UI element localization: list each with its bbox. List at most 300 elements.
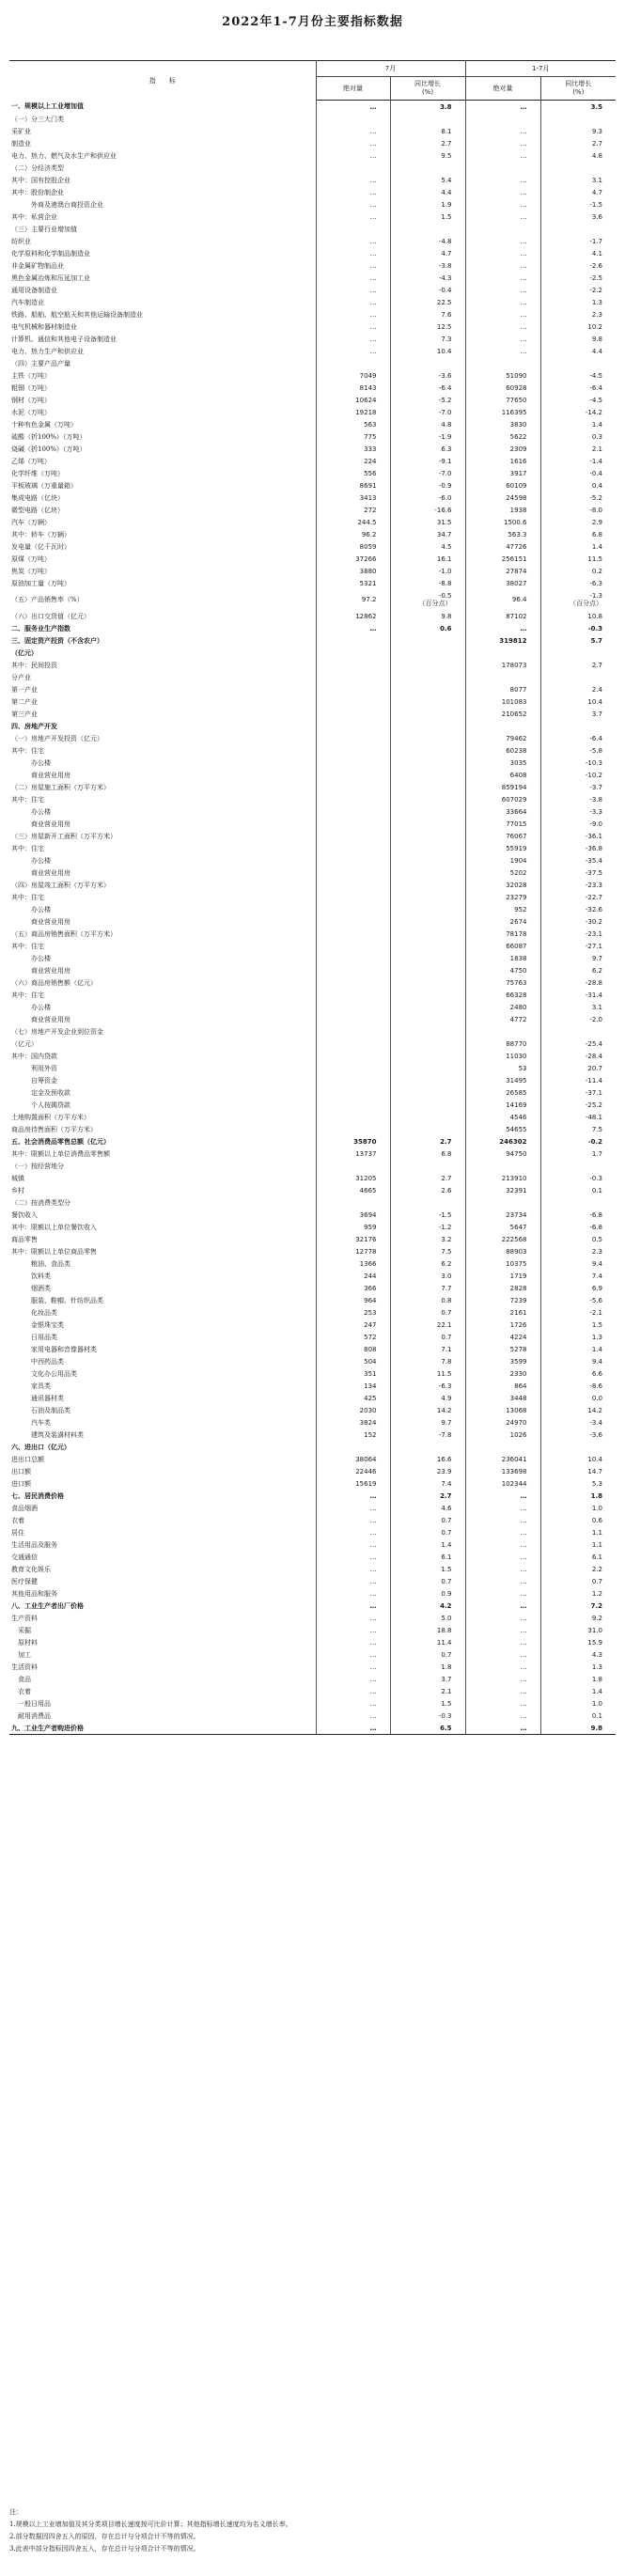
ytd-abs-value: 101083	[465, 695, 540, 708]
ytd-yoy-value: 4.4	[591, 347, 602, 355]
month-abs-value: 3694	[316, 1209, 390, 1221]
month-yoy-value: 2.7	[390, 1135, 465, 1147]
ytd-yoy-value: 6.1	[591, 1553, 602, 1561]
ytd-abs-value: 27874	[465, 565, 540, 577]
row-label: 生产资料	[9, 1612, 316, 1624]
month-abs-value: 964	[316, 1294, 390, 1306]
table-row	[9, 659, 616, 671]
month-abs-value: 247	[316, 1319, 390, 1331]
ytd-abs-value: 5202	[465, 866, 540, 879]
month-abs-value	[316, 940, 390, 952]
row-label: 家具类	[9, 1380, 316, 1392]
table-row	[9, 1184, 616, 1196]
ytd-abs-value: …	[465, 320, 540, 333]
row-label: 办公楼	[9, 1001, 316, 1013]
ytd-yoy-value: -6.4	[589, 383, 602, 392]
row-label: 五、社会消费品零售总额（亿元）	[9, 1135, 316, 1147]
month-abs-value: …	[316, 1673, 390, 1685]
month-yoy-value	[390, 1038, 465, 1050]
table-row	[9, 757, 616, 769]
table-row	[9, 1025, 616, 1038]
month-yoy-value: 11.5	[390, 1367, 465, 1380]
row-label: 利用外资	[9, 1062, 316, 1074]
table-row	[9, 622, 616, 634]
table-row	[9, 1429, 616, 1441]
month-abs-value: …	[316, 1600, 390, 1612]
month-yoy-value: 11.4	[390, 1636, 465, 1648]
row-label: 原油加工量（万吨）	[9, 577, 316, 589]
ytd-abs-value: …	[465, 247, 540, 259]
month-yoy-value: 7.3	[390, 333, 465, 345]
table-row	[9, 1380, 616, 1392]
row-label: 办公楼	[9, 903, 316, 915]
month-yoy-value	[390, 113, 465, 125]
month-yoy-value: 0.7	[390, 1331, 465, 1343]
month-yoy-value: -0.3	[390, 1710, 465, 1722]
month-yoy-value	[390, 1111, 465, 1123]
month-yoy-value: 3.0	[390, 1270, 465, 1282]
month-abs-value: 4665	[316, 1184, 390, 1196]
ytd-abs-value: …	[465, 272, 540, 284]
ytd-abs-value: 33664	[465, 805, 540, 818]
ytd-yoy-value: -10.3	[585, 758, 602, 767]
month-yoy-value: 3.2	[390, 1233, 465, 1245]
table-row	[9, 1001, 616, 1013]
month-abs-value	[316, 879, 390, 891]
month-abs-value: …	[316, 1514, 390, 1526]
ytd-abs-value	[465, 1441, 540, 1453]
month-abs-value	[316, 708, 390, 720]
month-abs-value	[316, 1160, 390, 1172]
row-label: 衣着	[9, 1685, 316, 1697]
table-row	[9, 769, 616, 781]
table-row	[9, 1612, 616, 1624]
table-row	[9, 1294, 616, 1306]
row-label: 乙烯（万吨）	[9, 455, 316, 467]
month-yoy-value: 4.7	[390, 247, 465, 259]
table-row	[9, 1172, 616, 1184]
ytd-yoy-value: -5.8	[589, 746, 602, 755]
table-row	[9, 406, 616, 418]
month-abs-value: 31205	[316, 1172, 390, 1184]
ytd-yoy-value: -11.4	[585, 1076, 602, 1085]
ytd-abs-value: 1616	[465, 455, 540, 467]
row-label: 出口额	[9, 1465, 316, 1477]
month-abs-value	[316, 1099, 390, 1111]
row-label: 建筑及装潢材料类	[9, 1429, 316, 1441]
month-abs-value: …	[316, 125, 390, 137]
table-row	[9, 842, 616, 854]
month-abs-value	[316, 976, 390, 989]
row-label: 电力、热力、燃气及水生产和供应业	[9, 149, 316, 162]
month-abs-value	[316, 854, 390, 866]
ytd-abs-value: …	[465, 622, 540, 634]
month-abs-value: …	[316, 198, 390, 211]
month-abs-value	[316, 162, 390, 174]
table-row	[9, 1270, 616, 1282]
month-yoy-value: -1.2	[390, 1221, 465, 1233]
row-label: 居住	[9, 1526, 316, 1538]
month-yoy-value	[390, 915, 465, 928]
month-yoy-value	[390, 1196, 465, 1209]
ytd-abs-value: 60109	[465, 479, 540, 492]
month-abs-value: …	[316, 308, 390, 320]
month-abs-value: 37266	[316, 553, 390, 565]
ytd-abs-value: 3035	[465, 757, 540, 769]
table-row	[9, 467, 616, 479]
month-yoy-value: 9.7	[390, 1416, 465, 1429]
ytd-abs-value: 1726	[465, 1319, 540, 1331]
ytd-abs-value: …	[465, 1722, 540, 1735]
ytd-abs-value: 2674	[465, 915, 540, 928]
ytd-yoy-value: -48.1	[585, 1113, 602, 1121]
ytd-yoy-value: -25.2	[585, 1101, 602, 1109]
month-abs-value: …	[316, 101, 390, 114]
ytd-yoy-value	[540, 162, 616, 174]
table-row	[9, 345, 616, 357]
ytd-abs-value: …	[465, 1587, 540, 1600]
month-yoy-value: -0.4	[390, 284, 465, 296]
month-abs-value: …	[316, 1685, 390, 1697]
month-abs-value: 808	[316, 1343, 390, 1355]
month-yoy-value	[390, 793, 465, 805]
row-label: 分产业	[9, 671, 316, 683]
ytd-yoy-value: 9.4	[591, 1259, 602, 1268]
row-label: 其中：国有控股企业	[9, 174, 316, 186]
ytd-yoy-value: 1.4	[591, 1687, 602, 1695]
table-row	[9, 296, 616, 308]
table-row	[9, 516, 616, 528]
footnote-line: 2.部分数据因四舍五入的原因，存在总计与分项合计不等的情况。	[9, 2533, 200, 2540]
ytd-yoy-value: 2.7	[591, 139, 602, 148]
table-row	[9, 1404, 616, 1416]
table-row	[9, 1257, 616, 1270]
table-row	[9, 940, 616, 952]
month-abs-value	[316, 744, 390, 757]
table-row	[9, 162, 616, 174]
row-label: 电气机械和器材制造业	[9, 320, 316, 333]
table-row	[9, 1147, 616, 1160]
table-row	[9, 540, 616, 553]
row-label: 发电量（亿千瓦时）	[9, 540, 316, 553]
ytd-abs-value: …	[465, 1710, 540, 1722]
month-abs-value	[316, 866, 390, 879]
month-yoy-value: -7.0	[390, 467, 465, 479]
ytd-yoy-value: -9.0	[589, 820, 602, 828]
ytd-yoy-value: 10.4	[587, 1455, 602, 1463]
table-row	[9, 854, 616, 866]
row-label: 其中：民间投资	[9, 659, 316, 671]
header-month: 7月	[316, 61, 465, 77]
ytd-abs-value: 24970	[465, 1416, 540, 1429]
month-yoy-value: 7.4	[390, 1477, 465, 1490]
table-row	[9, 903, 616, 915]
table-row	[9, 479, 616, 492]
month-abs-value	[316, 695, 390, 708]
month-abs-value: …	[316, 137, 390, 149]
month-abs-value: …	[316, 333, 390, 345]
ytd-yoy-value: -6.3	[589, 579, 602, 587]
month-yoy-value: 6.1	[390, 1551, 465, 1563]
month-abs-value: 366	[316, 1282, 390, 1294]
ytd-yoy-value: 31.0	[587, 1626, 602, 1634]
row-label: （二）分经济类型	[9, 162, 316, 174]
table-row	[9, 830, 616, 842]
month-abs-value: 22446	[316, 1465, 390, 1477]
month-abs-value: 425	[316, 1392, 390, 1404]
ytd-abs-value: 5647	[465, 1221, 540, 1233]
table-row	[9, 1697, 616, 1710]
ytd-abs-value	[465, 1025, 540, 1038]
ytd-yoy-value: -30.2	[585, 917, 602, 926]
month-abs-value: 15619	[316, 1477, 390, 1490]
month-yoy-value: 4.4	[390, 186, 465, 198]
ytd-abs-value: 88770	[465, 1038, 540, 1050]
table-row	[9, 553, 616, 565]
month-abs-value	[316, 659, 390, 671]
ytd-abs-value: …	[465, 333, 540, 345]
ytd-yoy-value	[540, 357, 616, 369]
ytd-yoy-value: -4.5	[589, 371, 602, 380]
table-row	[9, 1331, 616, 1343]
ytd-abs-value: 319812	[465, 634, 540, 647]
ytd-abs-value: 77015	[465, 818, 540, 830]
row-label: 通用设备制造业	[9, 284, 316, 296]
row-label: 汽车（万辆）	[9, 516, 316, 528]
row-label: 外商及港澳台商投资企业	[9, 198, 316, 211]
month-yoy-value	[390, 589, 465, 610]
row-label: 粗钢（万吨）	[9, 382, 316, 394]
month-yoy-value	[390, 781, 465, 793]
month-yoy-value	[390, 659, 465, 671]
table-row	[9, 1233, 616, 1245]
month-abs-value: 272	[316, 504, 390, 516]
month-abs-value	[316, 634, 390, 647]
row-label: 制造业	[9, 137, 316, 149]
table-row	[9, 235, 616, 247]
ytd-abs-value: 53	[465, 1062, 540, 1074]
ytd-yoy-value: 0.2	[591, 567, 602, 575]
table-row	[9, 137, 616, 149]
table-row	[9, 1123, 616, 1135]
ytd-abs-value: 5278	[465, 1343, 540, 1355]
ytd-abs-value: …	[465, 345, 540, 357]
table-row	[9, 683, 616, 695]
month-yoy-value	[390, 357, 465, 369]
ytd-abs-value	[465, 223, 540, 235]
month-abs-value	[316, 830, 390, 842]
table-row	[9, 1367, 616, 1380]
month-yoy-value: 0.8	[390, 1294, 465, 1306]
row-label: 化妆品类	[9, 1306, 316, 1319]
row-label: 四、房地产开发	[9, 720, 316, 732]
month-yoy-value: -1.0	[390, 565, 465, 577]
ytd-yoy-value: 9.4	[591, 1357, 602, 1366]
month-abs-value: …	[316, 345, 390, 357]
month-abs-value: 253	[316, 1306, 390, 1319]
ytd-abs-value: 607029	[465, 793, 540, 805]
ytd-yoy-value: -22.7	[585, 893, 602, 901]
ytd-yoy-value: -31.4	[585, 991, 602, 999]
ytd-yoy-value: 3.1	[591, 176, 602, 184]
row-label: 耐用消费品	[9, 1710, 316, 1722]
month-abs-value: …	[316, 1551, 390, 1563]
month-yoy-value	[390, 634, 465, 647]
month-yoy-value: 9.8	[390, 610, 465, 622]
month-abs-value	[316, 720, 390, 732]
month-abs-value: …	[316, 1538, 390, 1551]
ytd-abs-value: …	[465, 1636, 540, 1648]
month-abs-value: …	[316, 174, 390, 186]
row-label: （六）商品房销售额（亿元）	[9, 976, 316, 989]
table-row	[9, 976, 616, 989]
ytd-abs-value: 4546	[465, 1111, 540, 1123]
ytd-yoy-value: 3.1	[591, 1003, 602, 1011]
ytd-abs-value: 55919	[465, 842, 540, 854]
month-yoy-value	[390, 1160, 465, 1172]
row-label: 餐饮收入	[9, 1209, 316, 1221]
ytd-abs-value: …	[465, 1661, 540, 1673]
table-row	[9, 1502, 616, 1514]
ytd-yoy-value: 1.8	[591, 1675, 602, 1683]
table-row	[9, 1013, 616, 1025]
month-yoy-value: 0.7	[390, 1526, 465, 1538]
ytd-yoy-value: 1.8	[590, 1491, 602, 1500]
header-ytd: 1-7月	[465, 61, 616, 77]
month-yoy-value	[390, 671, 465, 683]
table-row	[9, 1722, 616, 1735]
ytd-yoy-value: 1.0	[591, 1699, 602, 1708]
row-label: 其中：轿车（万辆）	[9, 528, 316, 540]
table-row	[9, 1038, 616, 1050]
ytd-yoy-value: -4.5	[589, 396, 602, 404]
month-yoy-value	[390, 1050, 465, 1062]
row-label: 电力、热力生产和供应业	[9, 345, 316, 357]
table-row	[9, 320, 616, 333]
ytd-abs-value: 116395	[465, 406, 540, 418]
table-row	[9, 565, 616, 577]
row-label: 主铁（万吨）	[9, 369, 316, 382]
row-label: （七）房地产开发企业到位资金	[9, 1025, 316, 1038]
table-row	[9, 805, 616, 818]
table-row	[9, 101, 616, 114]
month-yoy-value: 0.6	[390, 622, 465, 634]
month-abs-value: 244.5	[316, 516, 390, 528]
ytd-yoy-value: 6.2	[591, 966, 602, 975]
cell-unit-note: （百分点）	[570, 600, 602, 607]
month-yoy-value: 1.4	[390, 1538, 465, 1551]
ytd-abs-value: …	[465, 1685, 540, 1697]
ytd-yoy-value	[540, 1196, 616, 1209]
row-label: （一）房地产开发投资（亿元）	[9, 732, 316, 744]
ytd-abs-value	[465, 1196, 540, 1209]
row-label: （三）房屋新开工面积（万平方米）	[9, 830, 316, 842]
table-row	[9, 1661, 616, 1673]
ytd-yoy-value: 6.6	[591, 1369, 602, 1378]
month-abs-value: 244	[316, 1270, 390, 1282]
cell-value: -0.5	[438, 592, 452, 600]
month-yoy-value: 0.9	[390, 1587, 465, 1600]
table-row	[9, 1441, 616, 1453]
table-row	[9, 781, 616, 793]
ytd-abs-value: …	[465, 1526, 540, 1538]
row-label: 其中：股份制企业	[9, 186, 316, 198]
ytd-abs-value: 11030	[465, 1050, 540, 1062]
row-label: 六、进出口（亿元）	[9, 1441, 316, 1453]
table-row	[9, 272, 616, 284]
row-label: 商业营业用房	[9, 866, 316, 879]
month-yoy-value: 10.4	[390, 345, 465, 357]
month-abs-value	[316, 781, 390, 793]
month-abs-value	[316, 113, 390, 125]
row-label: 原材料	[9, 1636, 316, 1648]
month-abs-value	[316, 671, 390, 683]
header-yoy-label: 同比增长	[565, 80, 592, 87]
table-row	[9, 610, 616, 622]
table-row	[9, 818, 616, 830]
month-abs-value: 556	[316, 467, 390, 479]
month-yoy-value	[390, 1441, 465, 1453]
row-label: 二、服务业生产指数	[9, 622, 316, 634]
table-row	[9, 1575, 616, 1587]
month-yoy-value	[390, 805, 465, 818]
ytd-yoy-value: 9.3	[591, 127, 602, 135]
ytd-yoy-value: 0.0	[591, 1394, 602, 1402]
table-row	[9, 915, 616, 928]
ytd-yoy-value: 1.3	[591, 1333, 602, 1341]
month-abs-value	[316, 1025, 390, 1038]
month-yoy-value	[390, 989, 465, 1001]
ytd-abs-value: 1904	[465, 854, 540, 866]
table-row	[9, 891, 616, 903]
ytd-yoy-value: 4.8	[591, 151, 602, 160]
table-row	[9, 1135, 616, 1147]
ytd-yoy-value: 3.5	[590, 102, 602, 111]
ytd-yoy-value: -6.4	[589, 734, 602, 742]
month-abs-value: …	[316, 320, 390, 333]
table-row	[9, 1392, 616, 1404]
month-abs-value: 3880	[316, 565, 390, 577]
ytd-yoy-value: 1.3	[591, 298, 602, 306]
row-label: 商业营业用房	[9, 818, 316, 830]
ytd-yoy-value: -3.8	[589, 795, 602, 804]
month-yoy-value: -6.0	[390, 492, 465, 504]
row-label: （一）分三大门类	[9, 113, 316, 125]
row-label: 其中：限额以上单位餐饮收入	[9, 1221, 316, 1233]
table-row	[9, 1563, 616, 1575]
month-yoy-value	[390, 1099, 465, 1111]
ytd-yoy-value	[540, 720, 616, 732]
month-yoy-value: -3.6	[390, 369, 465, 382]
row-label: 商业营业用房	[9, 915, 316, 928]
ytd-abs-value: …	[465, 284, 540, 296]
table-row	[9, 866, 616, 879]
row-label: 食品烟酒	[9, 1502, 316, 1514]
month-abs-value	[316, 891, 390, 903]
ytd-abs-value: 13068	[465, 1404, 540, 1416]
ytd-yoy-value	[540, 589, 616, 610]
table-row	[9, 211, 616, 223]
ytd-abs-value: 6408	[465, 769, 540, 781]
row-label: 钢材（万吨）	[9, 394, 316, 406]
row-label: 其他用品和服务	[9, 1587, 316, 1600]
ytd-yoy-value: 1.1	[591, 1540, 602, 1549]
header-yoy-unit: (%)	[572, 88, 585, 96]
ytd-abs-value: 178073	[465, 659, 540, 671]
ytd-yoy-value: 2.3	[591, 1247, 602, 1256]
row-label: 采掘	[9, 1624, 316, 1636]
ytd-yoy-value: -2.5	[589, 273, 602, 282]
